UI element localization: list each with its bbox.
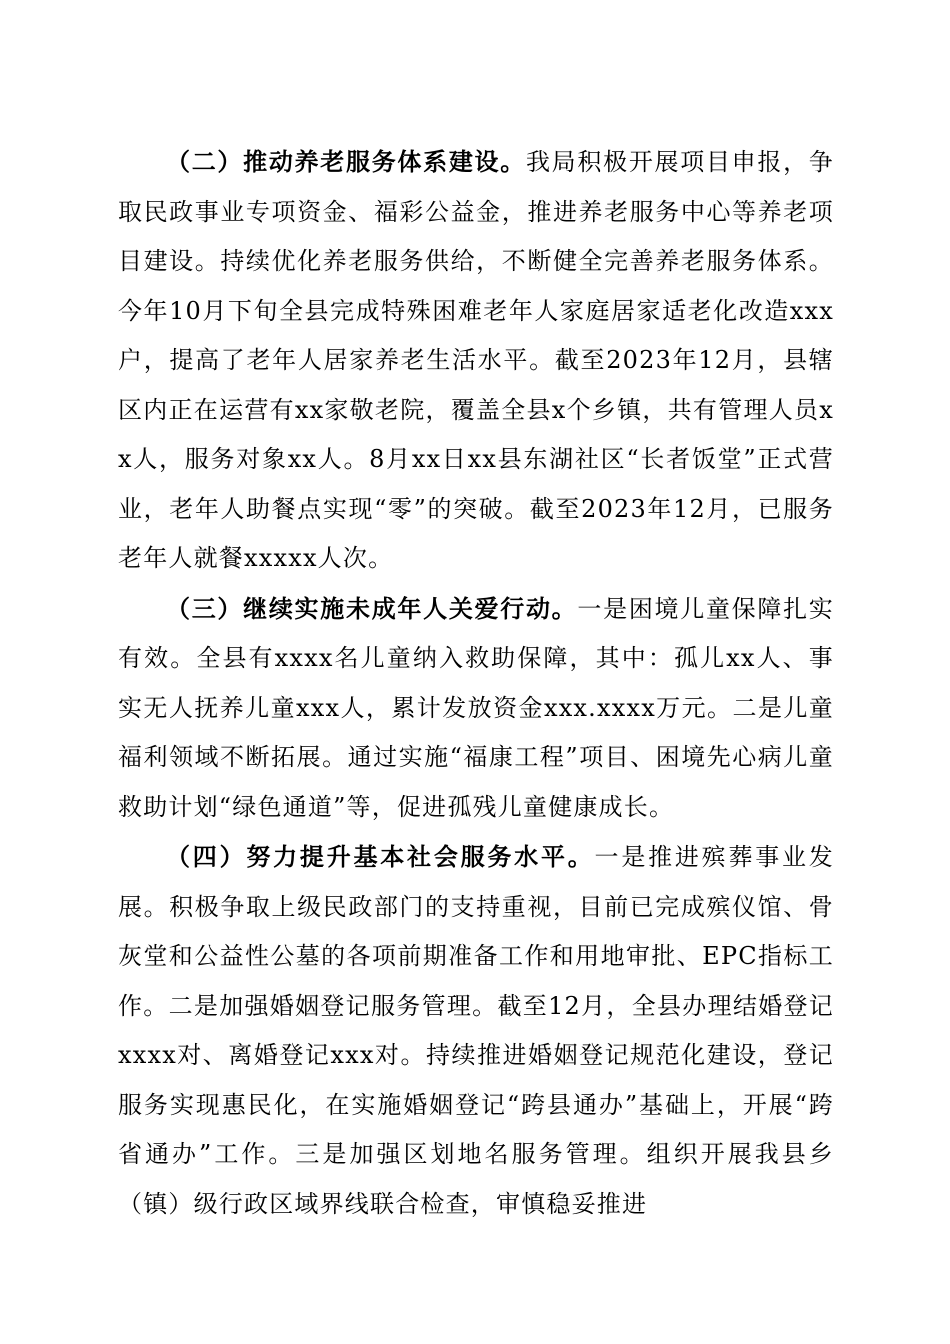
paragraph-text-minors-care: 一是困境儿童保障扎实有效。全县有xxxx名儿童纳入救助保障，其中：孤儿xx人、事实无人抚养儿童xxx人，累计发放资金xxx.xxxx万元。二是儿童福利领域不断拓展。通过实施“福康工程”项目、困境先心病儿童救助计划“绿色通道”等，促进孤残儿童健康成长。: [118, 594, 834, 821]
section-heading-social-services: （四）努力提升基本社会服务水平。: [166, 842, 595, 871]
section-heading-elderly-care: （二）推动养老服务体系建设。: [166, 147, 526, 176]
paragraph-minors-care: [118, 584, 834, 833]
section-heading-minors-care: （三）继续实施未成年人关爱行动。: [166, 593, 578, 623]
paragraph-social-services: [118, 832, 834, 1229]
paragraph-elderly-care: [118, 137, 834, 584]
document-body: [118, 137, 834, 1229]
paragraph-text-elderly-care: 我局积极开展项目申报，争取民政事业专项资金、福彩公益金，推进养老服务中心等养老项目建设。持续优化养老服务供给，不断健全完善养老服务体系。今年10月下旬全县完成特殊困难老年人家庭居家适老化改造xxx户，提高了老年人居家养老生活水平。截至2023年12月，县辖区内正在运营有xx家敬老院，覆盖全县x个乡镇，共有管理人员xx人，服务对象xx人。8月xx日xx县东湖社区“长者饭堂”正式营业，老年人助餐点实现“零”的突破。截至2023年12月，已服务老年人就餐xxxxx人次。: [118, 148, 834, 572]
paragraph-text-social-services: 一是推进殡葬事业发展。积极争取上级民政部门的支持重视，目前已完成殡仪馆、骨灰堂和公益性公墓的各项前期准备工作和用地审批、EPC指标工作。二是加强婚姻登记服务管理。截至12月，全县办理结婚登记xxxx对、离婚登记xxx对。持续推进婚姻登记规范化建设，登记服务实现惠民化，在实施婚姻登记“跨县通办”基础上，开展“跨省通办”工作。三是加强区划地名服务管理。组织开展我县乡（镇）级行政区域界线联合检查，审慎稳妥推进: [118, 843, 834, 1218]
